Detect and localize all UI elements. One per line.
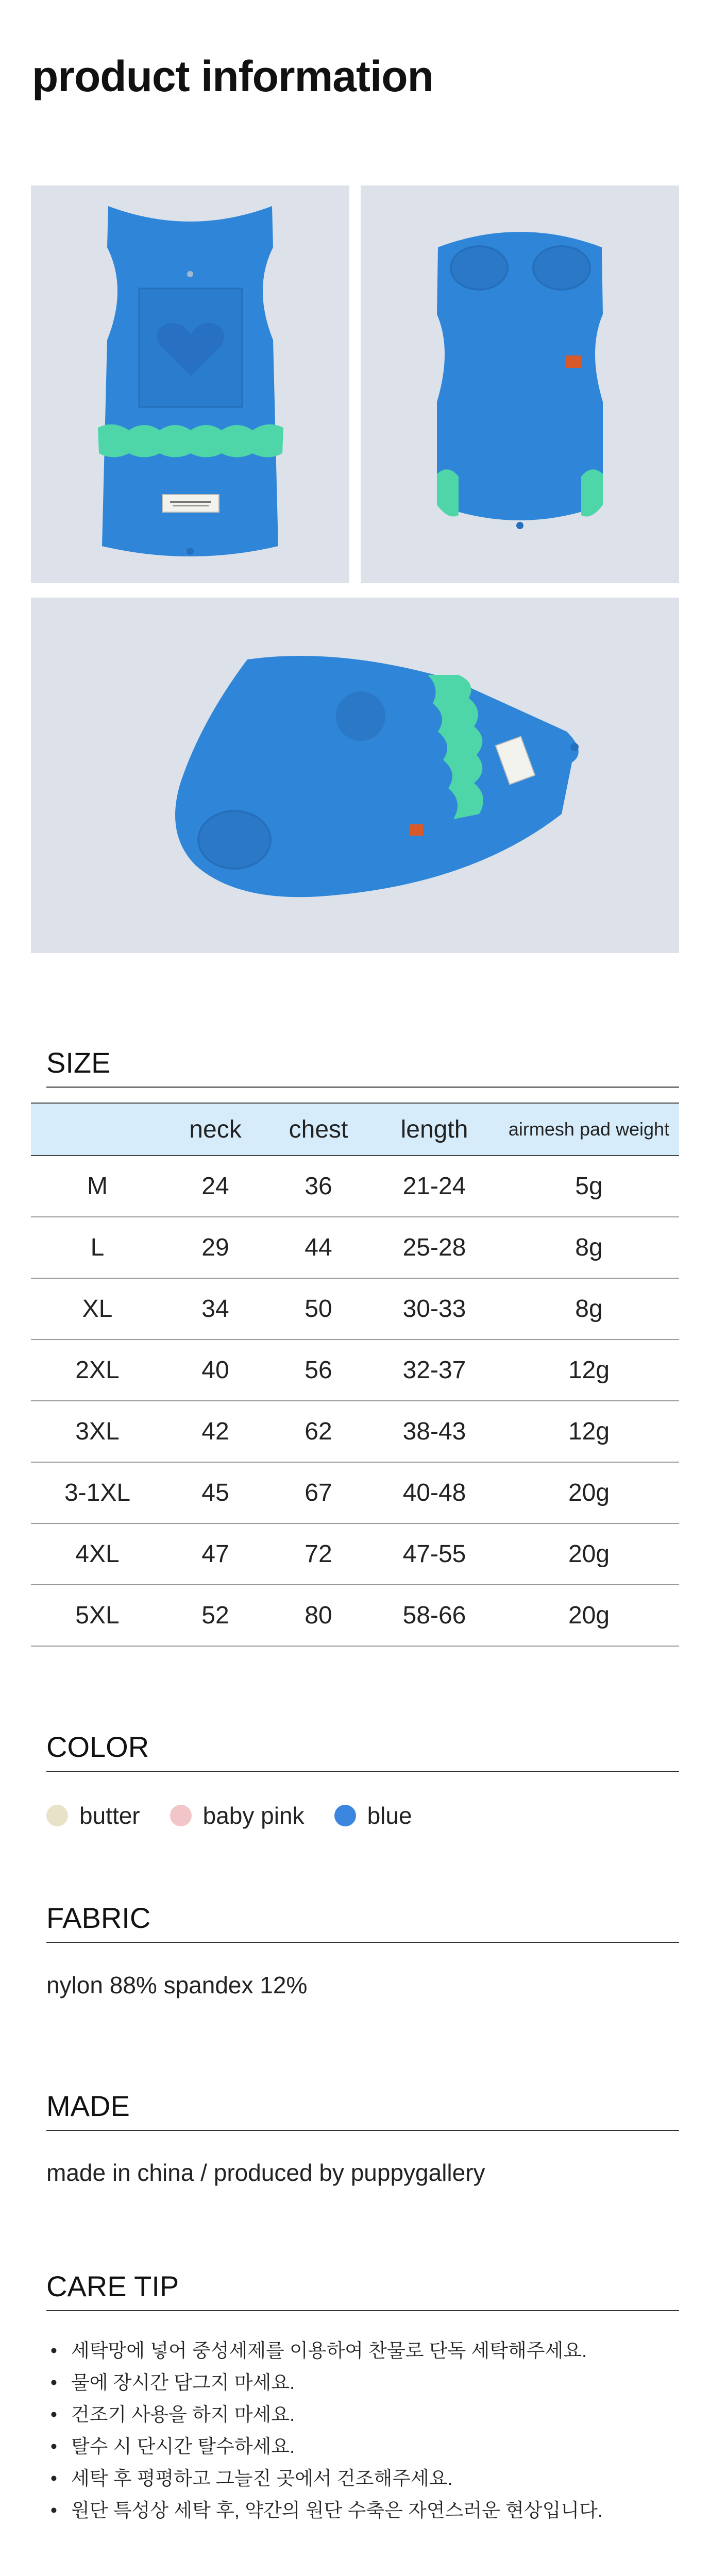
size-label: XL bbox=[31, 1278, 164, 1340]
color-option-butter bbox=[46, 1802, 140, 1829]
table-row bbox=[31, 1523, 679, 1585]
size-table bbox=[31, 1103, 679, 1647]
neck-value: 40 bbox=[164, 1340, 267, 1401]
size-label: 2XL bbox=[31, 1340, 164, 1401]
size-label: 3XL bbox=[31, 1401, 164, 1462]
chest-value: 56 bbox=[267, 1340, 370, 1401]
table-row bbox=[31, 1585, 679, 1646]
fabric-text: nylon 88% spandex 12% bbox=[46, 1972, 308, 1998]
care-heading: CARE TIP bbox=[46, 2269, 679, 2311]
size-label: 5XL bbox=[31, 1585, 164, 1646]
chest-value: 44 bbox=[267, 1217, 370, 1278]
color-options bbox=[46, 1800, 442, 1831]
neck-value: 29 bbox=[164, 1217, 267, 1278]
neck-value: 52 bbox=[164, 1585, 267, 1646]
table-row bbox=[31, 1156, 679, 1217]
color-label: baby pink bbox=[202, 1802, 305, 1829]
page-title: product information bbox=[32, 52, 433, 100]
chest-value: 67 bbox=[267, 1462, 370, 1523]
chest-value: 50 bbox=[267, 1278, 370, 1340]
weight-value: 8g bbox=[499, 1278, 679, 1340]
column-header-chest: chest bbox=[267, 1103, 370, 1156]
color-swatch bbox=[170, 1805, 192, 1826]
table-row bbox=[31, 1278, 679, 1340]
list-item: • 세탁망에 넣어 중성세제를 이용하여 찬물로 단독 세탁해주세요. bbox=[46, 2335, 685, 2367]
care-list bbox=[46, 2335, 685, 2527]
list-item: • 세탁 후 평평하고 그늘진 곳에서 건조해주세요. bbox=[46, 2463, 685, 2495]
weight-value: 20g bbox=[499, 1462, 679, 1523]
table-row bbox=[31, 1401, 679, 1462]
weight-value: 12g bbox=[499, 1340, 679, 1401]
weight-value: 8g bbox=[499, 1217, 679, 1278]
list-item: • 물에 장시간 담그지 마세요. bbox=[46, 2367, 685, 2399]
size-label: L bbox=[31, 1217, 164, 1278]
length-value: 38-43 bbox=[370, 1401, 499, 1462]
weight-value: 20g bbox=[499, 1523, 679, 1585]
chest-value: 72 bbox=[267, 1523, 370, 1585]
length-value: 25-28 bbox=[370, 1217, 499, 1278]
neck-value: 34 bbox=[164, 1278, 267, 1340]
weight-value: 5g bbox=[499, 1156, 679, 1217]
neck-value: 24 bbox=[164, 1156, 267, 1217]
color-label: butter bbox=[79, 1802, 140, 1829]
product-photo-front bbox=[31, 185, 349, 583]
made-text: made in china / produced by puppygallery bbox=[46, 2159, 485, 2186]
length-value: 58-66 bbox=[370, 1585, 499, 1646]
column-header-pad-weight: airmesh pad weight bbox=[499, 1103, 679, 1156]
column-header-length: length bbox=[370, 1103, 499, 1156]
list-item: • 원단 특성상 세탁 후, 약간의 원단 수축은 자연스러운 현상입니다. bbox=[46, 2495, 685, 2527]
list-item: • 건조기 사용을 하지 마세요. bbox=[46, 2399, 685, 2431]
list-item: • 탈수 시 단시간 탈수하세요. bbox=[46, 2431, 685, 2463]
column-header bbox=[31, 1103, 164, 1156]
product-photo-back bbox=[361, 185, 679, 583]
length-value: 30-33 bbox=[370, 1278, 499, 1340]
neck-value: 47 bbox=[164, 1523, 267, 1585]
length-value: 21-24 bbox=[370, 1156, 499, 1217]
chest-value: 80 bbox=[267, 1585, 370, 1646]
size-heading: SIZE bbox=[46, 1046, 679, 1088]
neck-value: 45 bbox=[164, 1462, 267, 1523]
table-row bbox=[31, 1217, 679, 1278]
chest-value: 36 bbox=[267, 1156, 370, 1217]
product-photo-side bbox=[31, 598, 679, 953]
neck-value: 42 bbox=[164, 1401, 267, 1462]
chest-value: 62 bbox=[267, 1401, 370, 1462]
color-option-baby-pink bbox=[170, 1802, 305, 1829]
column-header-neck: neck bbox=[164, 1103, 267, 1156]
color-option-blue bbox=[334, 1802, 412, 1829]
length-value: 40-48 bbox=[370, 1462, 499, 1523]
color-swatch bbox=[46, 1805, 68, 1826]
fabric-heading: FABRIC bbox=[46, 1901, 679, 1943]
color-swatch bbox=[334, 1805, 356, 1826]
color-heading: COLOR bbox=[46, 1730, 679, 1772]
color-label: blue bbox=[367, 1802, 412, 1829]
size-label: 4XL bbox=[31, 1523, 164, 1585]
size-table-header bbox=[31, 1103, 679, 1156]
length-value: 47-55 bbox=[370, 1523, 499, 1585]
size-label: 3-1XL bbox=[31, 1462, 164, 1523]
weight-value: 20g bbox=[499, 1585, 679, 1646]
weight-value: 12g bbox=[499, 1401, 679, 1462]
table-row bbox=[31, 1340, 679, 1401]
size-label: M bbox=[31, 1156, 164, 1217]
made-heading: MADE bbox=[46, 2089, 679, 2131]
length-value: 32-37 bbox=[370, 1340, 499, 1401]
table-row bbox=[31, 1462, 679, 1523]
